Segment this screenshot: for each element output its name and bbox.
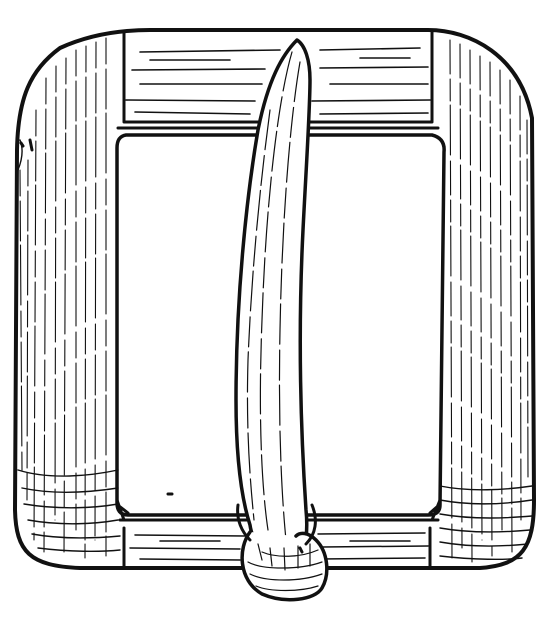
buckle-prong xyxy=(236,40,310,556)
right-side-shade xyxy=(440,486,532,559)
right-side-hatching xyxy=(450,40,528,562)
left-side-hatching xyxy=(20,38,106,558)
left-side-shade xyxy=(18,140,120,551)
